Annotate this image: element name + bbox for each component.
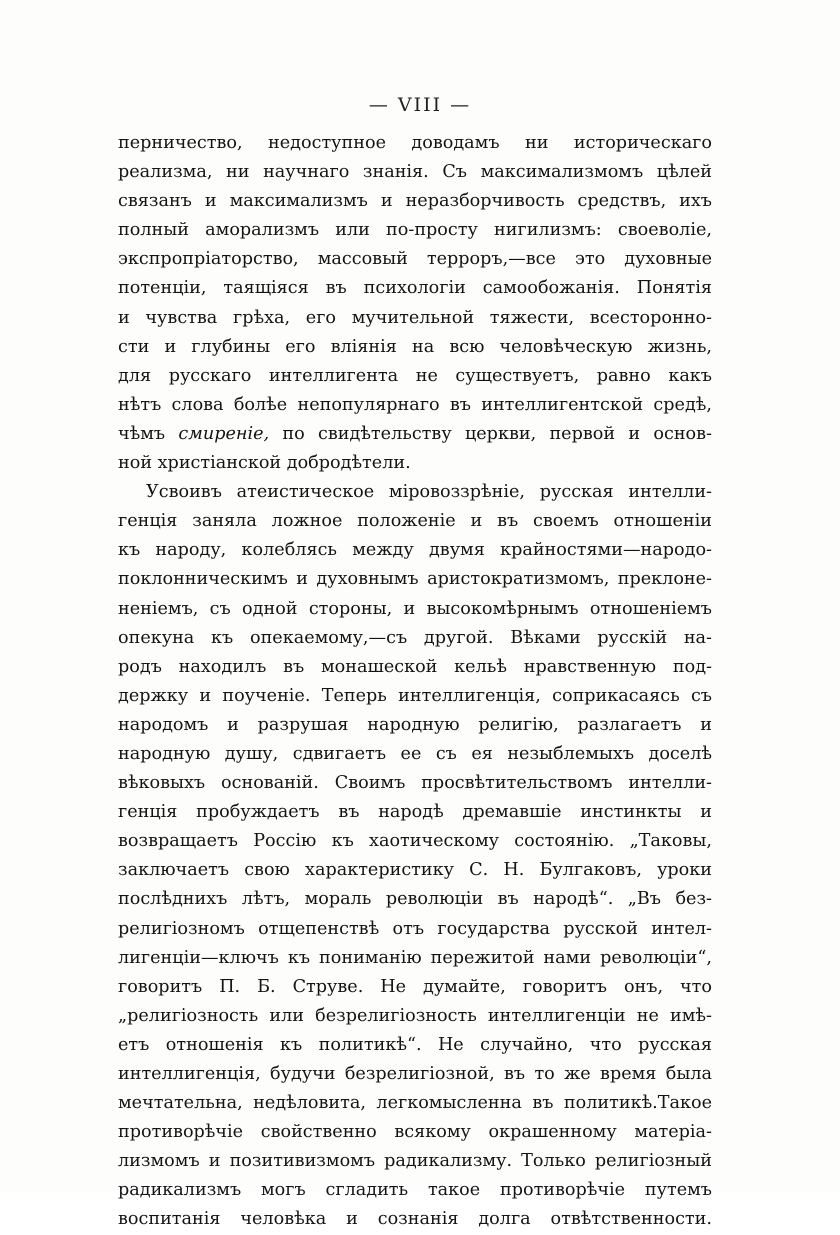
body-text <box>118 129 712 1235</box>
text-line: возвращаетъ Россію къ хаотическому состоянію. „Таковы, <box>118 831 712 852</box>
text-line: послѣднихъ лѣтъ, мораль революціи въ народѣ“. „Въ без- <box>118 889 712 910</box>
text-segment: чѣмъ <box>118 423 179 444</box>
text-line: сти и глубины его вліянія на всю человѣческую жизнь, <box>118 336 712 357</box>
text-line: къ народу, колеблясь между двумя крайностями—народо- <box>118 540 712 561</box>
text-line: опекуна къ опекаемому,—съ другой. Вѣками русскій на- <box>118 627 712 648</box>
text-line: вѣковыхъ основаній. Своимъ просвѣтительствомъ интелли- <box>118 773 712 794</box>
paragraph-2 <box>118 478 712 1234</box>
text-line: лигенціи—ключъ къ пониманію пережитой нами революціи“, <box>118 947 712 968</box>
text-line: „религіозность или безрелигіозность интеллигенціи не имѣ- <box>118 1005 712 1026</box>
text-line: Усвоивъ атеистическое міровоззрѣніе, русская интелли- <box>146 482 712 503</box>
text-line: генція пробуждаетъ въ народѣ дремавшіе инстинкты и <box>118 802 712 823</box>
text-line: поклонническимъ и духовнымъ аристократизмомъ, преклоне- <box>118 569 712 590</box>
text-line: полный аморализмъ или по-просту нигилизмъ: своеволіе, <box>118 220 712 241</box>
text-line: заключаетъ свою характеристику С. Н. Булгаковъ, уроки <box>118 860 712 881</box>
text-line: связанъ и максимализмъ и неразборчивость средствъ, ихъ <box>118 191 712 212</box>
text-line: лизмомъ и позитивизмомъ радикализму. Только религіозный <box>118 1151 712 1172</box>
text-line: интеллигенція, будучи безрелигіозной, въ то же время была <box>118 1064 712 1084</box>
text-line: реализма, ни научнаго знанія. Съ максимализмомъ цѣлей <box>118 162 712 183</box>
text-segment: по свидѣтельству церкви, первой и основ- <box>269 423 713 444</box>
italic-emphasis: смиреніе, <box>178 423 270 444</box>
page-number: — VIII — <box>368 94 472 116</box>
text-line: народную душу, сдвигаетъ ее съ ея незыблемыхъ доселѣ <box>118 743 712 764</box>
text-line: родъ находилъ въ монашеской кельѣ нравственную под- <box>118 656 712 677</box>
text-line: противорѣчіе свойственно всякому окрашенному матеріа- <box>118 1122 712 1143</box>
text-line: экспропріаторство, массовый терроръ,—все это духовные <box>118 249 712 270</box>
text-line: для русскаго интеллигента не существуетъ, равно какъ <box>118 365 712 386</box>
text-line: потенціи, таящіяся въ психологіи самообожанія. Понятія <box>118 278 712 299</box>
text-line: перничество, недоступное доводамъ ни историческаго <box>118 133 712 153</box>
text-line: и чувства грѣха, его мучительной тяжести, всесторонно- <box>118 307 712 328</box>
text-line: генція заняла ложное положеніе и въ своемъ отношеніи <box>118 511 712 532</box>
text-line: религіозномъ отщепенствѣ отъ государства русской интел- <box>118 918 712 939</box>
text-line: неніемъ, съ одной стороны, и высокомѣрнымъ отношеніемъ <box>118 598 712 619</box>
paragraph-1 <box>118 129 712 478</box>
text-line: воспитанія человѣка и сознанія долга отвѣтственности. <box>118 1209 712 1230</box>
text-line: народомъ и разрушая народную религію, разлагаетъ и <box>118 714 712 735</box>
text-line: говоритъ П. Б. Струве. Не думайте, говоритъ онъ, что <box>118 976 712 997</box>
text-line: мечтательна, недѣловита, легкомысленна въ политикѣ.Такое <box>118 1093 712 1114</box>
text-line: радикализмъ могъ сгладить такое противорѣчіе путемъ <box>118 1180 712 1201</box>
text-line: держку и поученіе. Теперь интеллигенція, соприкасаясь съ <box>118 685 712 706</box>
text-line-with-emphasis <box>118 420 712 449</box>
text-line: етъ отношенія къ политикѣ“. Не случайно, что русская <box>118 1034 712 1055</box>
text-line: нѣтъ слова болѣе непопулярнаго въ интеллигентской средѣ, <box>118 394 712 415</box>
text-line: ной христіанской добродѣтели. <box>118 453 411 474</box>
